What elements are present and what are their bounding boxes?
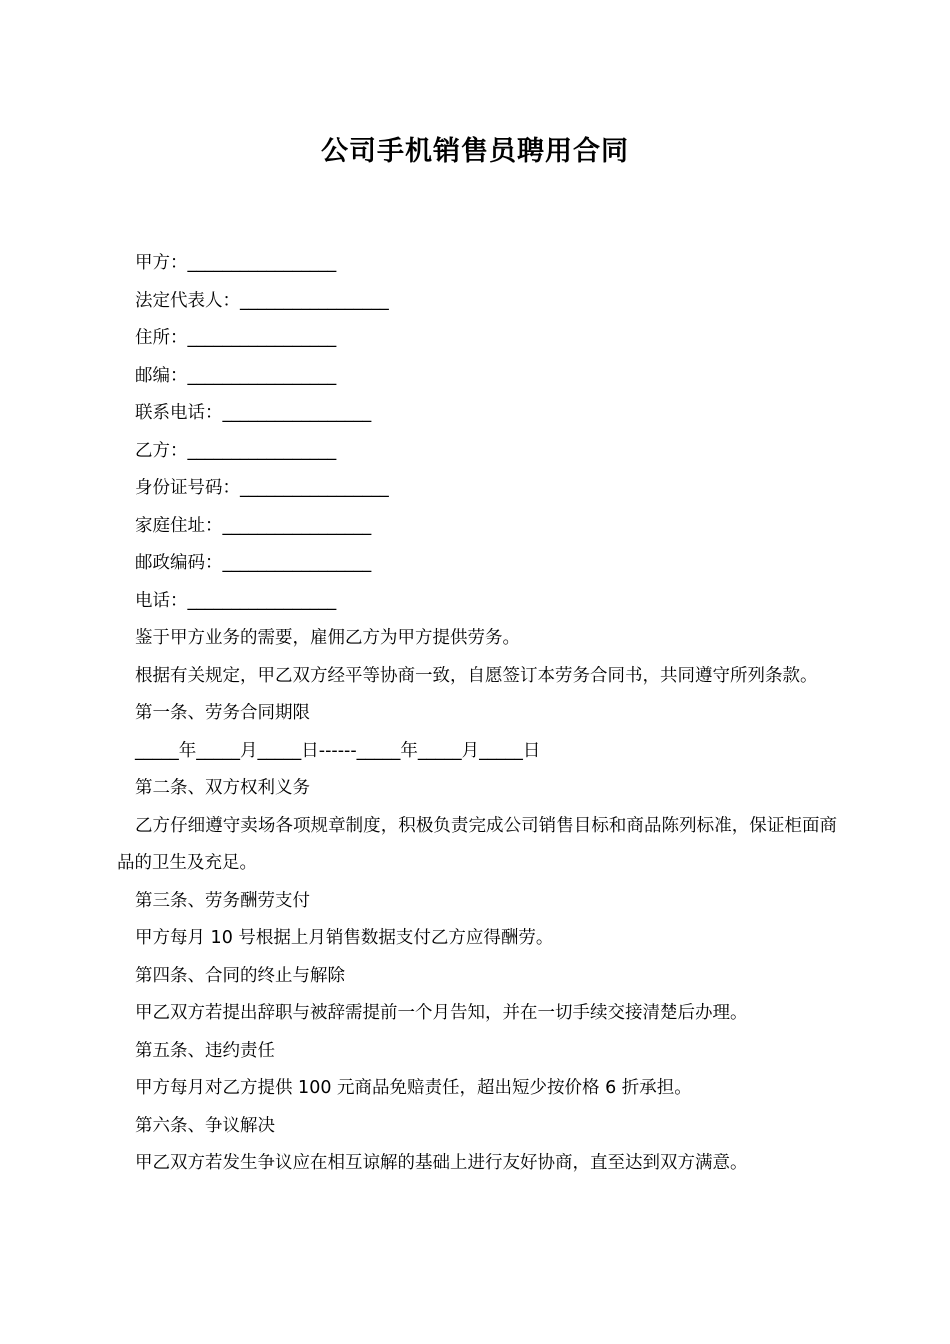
field-blank: _________________ — [187, 328, 337, 348]
article-1-heading: 第一条、劳务合同期限 — [135, 703, 310, 723]
document-title: 公司手机销售员聘用合同 — [321, 136, 629, 167]
field-home-address — [117, 508, 837, 546]
article-2-heading: 第二条、双方权利义务 — [135, 778, 310, 798]
field-label: 邮政编码： — [135, 553, 223, 573]
field-label: 邮编： — [135, 365, 188, 386]
field-blank: _________________ — [187, 590, 337, 611]
field-label: 联系电话： — [135, 403, 223, 423]
field-party-a — [117, 245, 837, 283]
field-legal-representative — [117, 283, 837, 321]
field-label: 家庭住址： — [135, 515, 223, 536]
field-blank: _________________ — [222, 403, 372, 423]
field-blank: _________________ — [240, 478, 389, 498]
field-blank: _________________ — [187, 365, 337, 386]
field-blank: _________________ — [222, 515, 372, 536]
field-label: 法定代表人： — [135, 290, 240, 311]
field-postal-code — [117, 545, 837, 583]
field-label: 乙方： — [135, 440, 188, 461]
field-blank: _________________ — [222, 553, 372, 573]
field-label: 甲方： — [135, 253, 188, 273]
document-body — [117, 245, 837, 1183]
article-4-heading: 第四条、合同的终止与解除 — [135, 965, 345, 986]
article-5-heading: 第五条、违约责任 — [135, 1040, 275, 1061]
article-1-dates: _____年_____月_____日------_____年_____月_____日 — [135, 740, 541, 761]
article-3-heading: 第三条、劳务酬劳支付 — [135, 890, 310, 911]
field-contact-phone — [117, 395, 837, 433]
field-postcode — [117, 358, 837, 396]
article-4-text: 甲乙双方若提出辞职与被辞需提前一个月告知，并在一切手续交接清楚后办理。 — [135, 1003, 748, 1023]
field-blank: _________________ — [187, 440, 337, 461]
article-2-text: 乙方仔细遵守卖场各项规章制度，积极负责完成公司销售目标和商品陈列标准，保证柜面商品的卫生及充足。 — [117, 815, 837, 873]
field-id-number — [117, 470, 837, 508]
intro-paragraph-2: 根据有关规定，甲乙双方经平等协商一致，自愿签订本劳务合同书，共同遵守所列条款。 — [135, 665, 818, 686]
article-3-text: 甲方每月 10 号根据上月销售数据支付乙方应得酬劳。 — [135, 928, 554, 948]
field-party-b — [117, 433, 837, 471]
field-blank: _________________ — [187, 253, 337, 273]
intro-paragraph-1: 鉴于甲方业务的需要，雇佣乙方为甲方提供劳务。 — [135, 628, 520, 648]
field-label: 电话： — [135, 590, 188, 611]
field-phone — [117, 583, 837, 621]
field-address — [117, 320, 837, 358]
article-5-text: 甲方每月对乙方提供 100 元商品免赔责任，超出短少按价格 6 折承担。 — [135, 1078, 692, 1098]
field-label: 身份证号码： — [135, 478, 240, 498]
field-label: 住所： — [135, 328, 188, 348]
field-blank: _________________ — [240, 290, 389, 311]
article-6-heading: 第六条、争议解决 — [135, 1115, 275, 1136]
article-6-text: 甲乙双方若发生争议应在相互谅解的基础上进行友好协商，直至达到双方满意。 — [135, 1153, 748, 1173]
